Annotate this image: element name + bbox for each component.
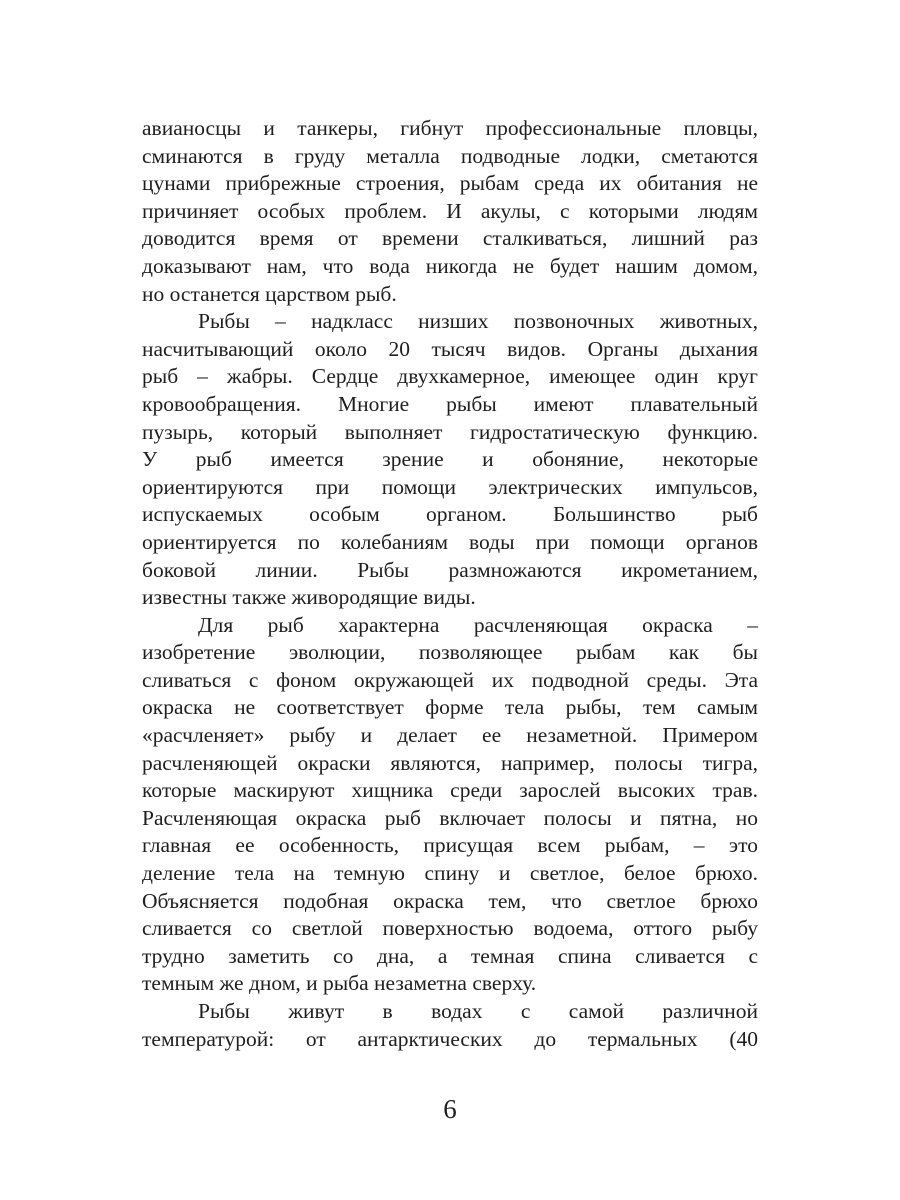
- text-line: сминаются в груду металла подводные лодки, сметаются: [142, 143, 758, 168]
- text-line: «расчленяет» рыбу и делает ее незаметной. Примером: [142, 723, 758, 748]
- text-line: Рыбы – надкласс низших позвоночных животных,: [198, 309, 758, 334]
- text-line: изобретение эволюции, позволяющее рыбам как бы: [142, 640, 758, 665]
- text-line: цунами прибрежные строения, рыбам среда их обитания не: [142, 171, 758, 196]
- text-line: окраска не соответствует форме тела рыбы, тем самым: [142, 695, 758, 720]
- text-line: испускаемых особым органом. Большинство рыб: [142, 502, 758, 527]
- text-line: рыб – жабры. Сердце двухкамерное, имеющее один круг: [142, 364, 758, 389]
- text-line: Рыбы живут в водах с самой различной: [198, 999, 758, 1023]
- text-line: трудно заметить со дна, а темная спина сливается с: [142, 943, 758, 968]
- text-line: главная ее особенность, присущая всем рыбам, – это: [142, 833, 758, 858]
- text-line: Для рыб характерна расчленяющая окраска –: [198, 612, 758, 637]
- text-line: температурой: от антарктических до термальных (40: [142, 1026, 758, 1051]
- text-line: темным же дном, и рыба незаметна сверху.: [142, 971, 537, 996]
- text-line: насчитывающий около 20 тысяч видов. Органы дыхания: [142, 336, 758, 361]
- text-line: известны также живородящие виды.: [142, 585, 476, 610]
- text-line: пузырь, который выполняет гидростатическую функцию.: [142, 419, 758, 444]
- text-line: У рыб имеется зрение и обоняние, некоторые: [142, 447, 758, 472]
- text-line: причиняет особых проблем. И акулы, с которыми людям: [142, 198, 758, 223]
- text-line: но останется царством рыб.: [142, 281, 397, 306]
- text-line: кровообращения. Многие рыбы имеют плавательный: [142, 391, 758, 416]
- text-line: Объясняется подобная окраска тем, что светлое брюхо: [142, 888, 758, 913]
- text-line: Расчленяющая окраска рыб включает полосы и пятна, но: [142, 805, 758, 830]
- text-line: расчленяющей окраски являются, например, полосы тигра,: [142, 750, 758, 775]
- text-line: ориентируются при помощи электрических импульсов,: [142, 474, 758, 499]
- page-number: 6: [443, 1094, 457, 1124]
- text-line: сливается со светлой поверхностью водоема, оттого рыбу: [142, 916, 758, 941]
- text-line: ориентируется по колебаниям воды при помощи органов: [142, 529, 758, 554]
- text-line: деление тела на темную спину и светлое, белое брюхо.: [142, 861, 758, 886]
- text-line: авианосцы и танкеры, гибнут профессиональные пловцы,: [142, 116, 758, 140]
- text-line: сливаться с фоном окружающей их подводной среды. Эта: [142, 667, 758, 692]
- text-line: доказывают нам, что вода никогда не будет нашим домом,: [142, 253, 758, 278]
- text-line: которые маскируют хищника среди зарослей высоких трав.: [142, 778, 758, 803]
- text-line: доводится время от времени сталкиваться, лишний раз: [142, 226, 758, 251]
- body-text: [142, 115, 758, 1053]
- text-line: боковой линии. Рыбы размножаются икрометанием,: [142, 557, 758, 582]
